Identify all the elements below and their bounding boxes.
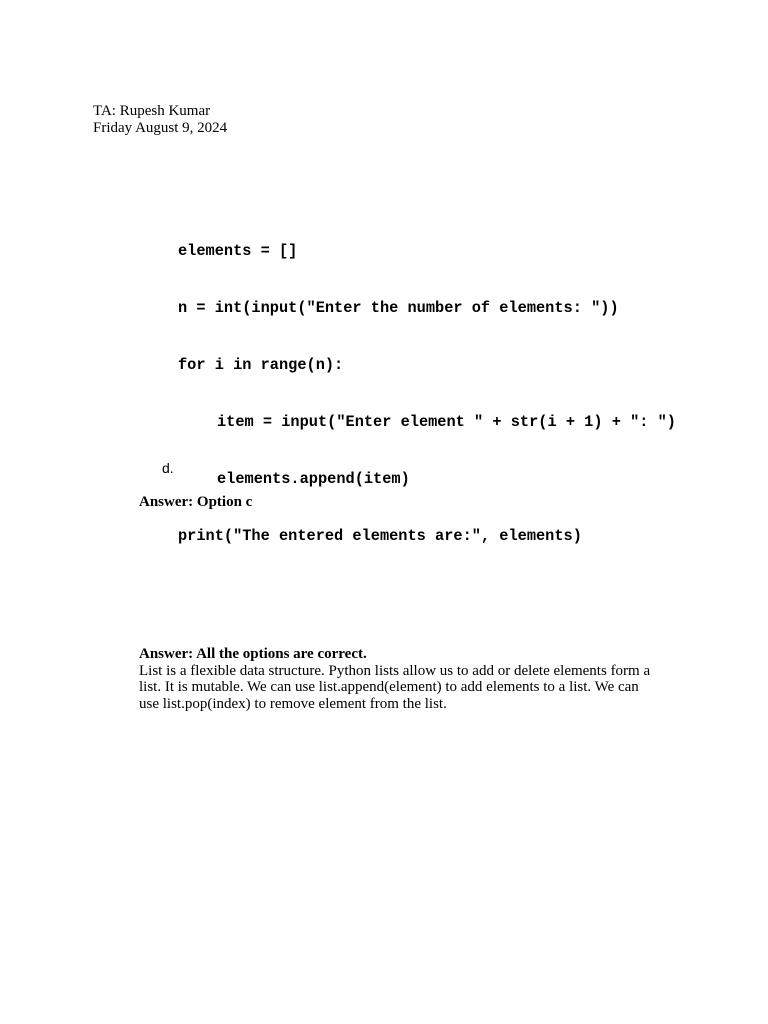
code-line: elements.append(item) [217, 470, 410, 488]
option-d-label: d. [162, 460, 174, 476]
answer-explanation [139, 646, 679, 712]
code-line: n = int(input("Enter the number of elements: ")) [178, 299, 619, 317]
document-header [93, 103, 227, 137]
explanation-line: list. It is mutable. We can use list.append(element) to add elements to a list. We can [139, 679, 639, 695]
document-date: Friday August 9, 2024 [93, 120, 228, 136]
answer-option-c: Answer: Option c [139, 494, 253, 510]
answer-title: Answer: All the options are correct. [139, 646, 367, 662]
ta-name: TA: Rupesh Kumar [93, 103, 211, 119]
code-line: elements = [] [178, 242, 298, 260]
code-block [178, 204, 676, 565]
explanation-line: List is a flexible data structure. Python lists allow us to add or delete elements form a [139, 662, 651, 679]
code-line: print("The entered elements are:", elements) [178, 527, 582, 545]
code-line: for i in range(n): [178, 356, 344, 374]
explanation-line: use list.pop(index) to remove element from the list. [139, 695, 447, 712]
code-line: item = input("Enter element " + str(i + 1) + ": ") [217, 413, 676, 431]
